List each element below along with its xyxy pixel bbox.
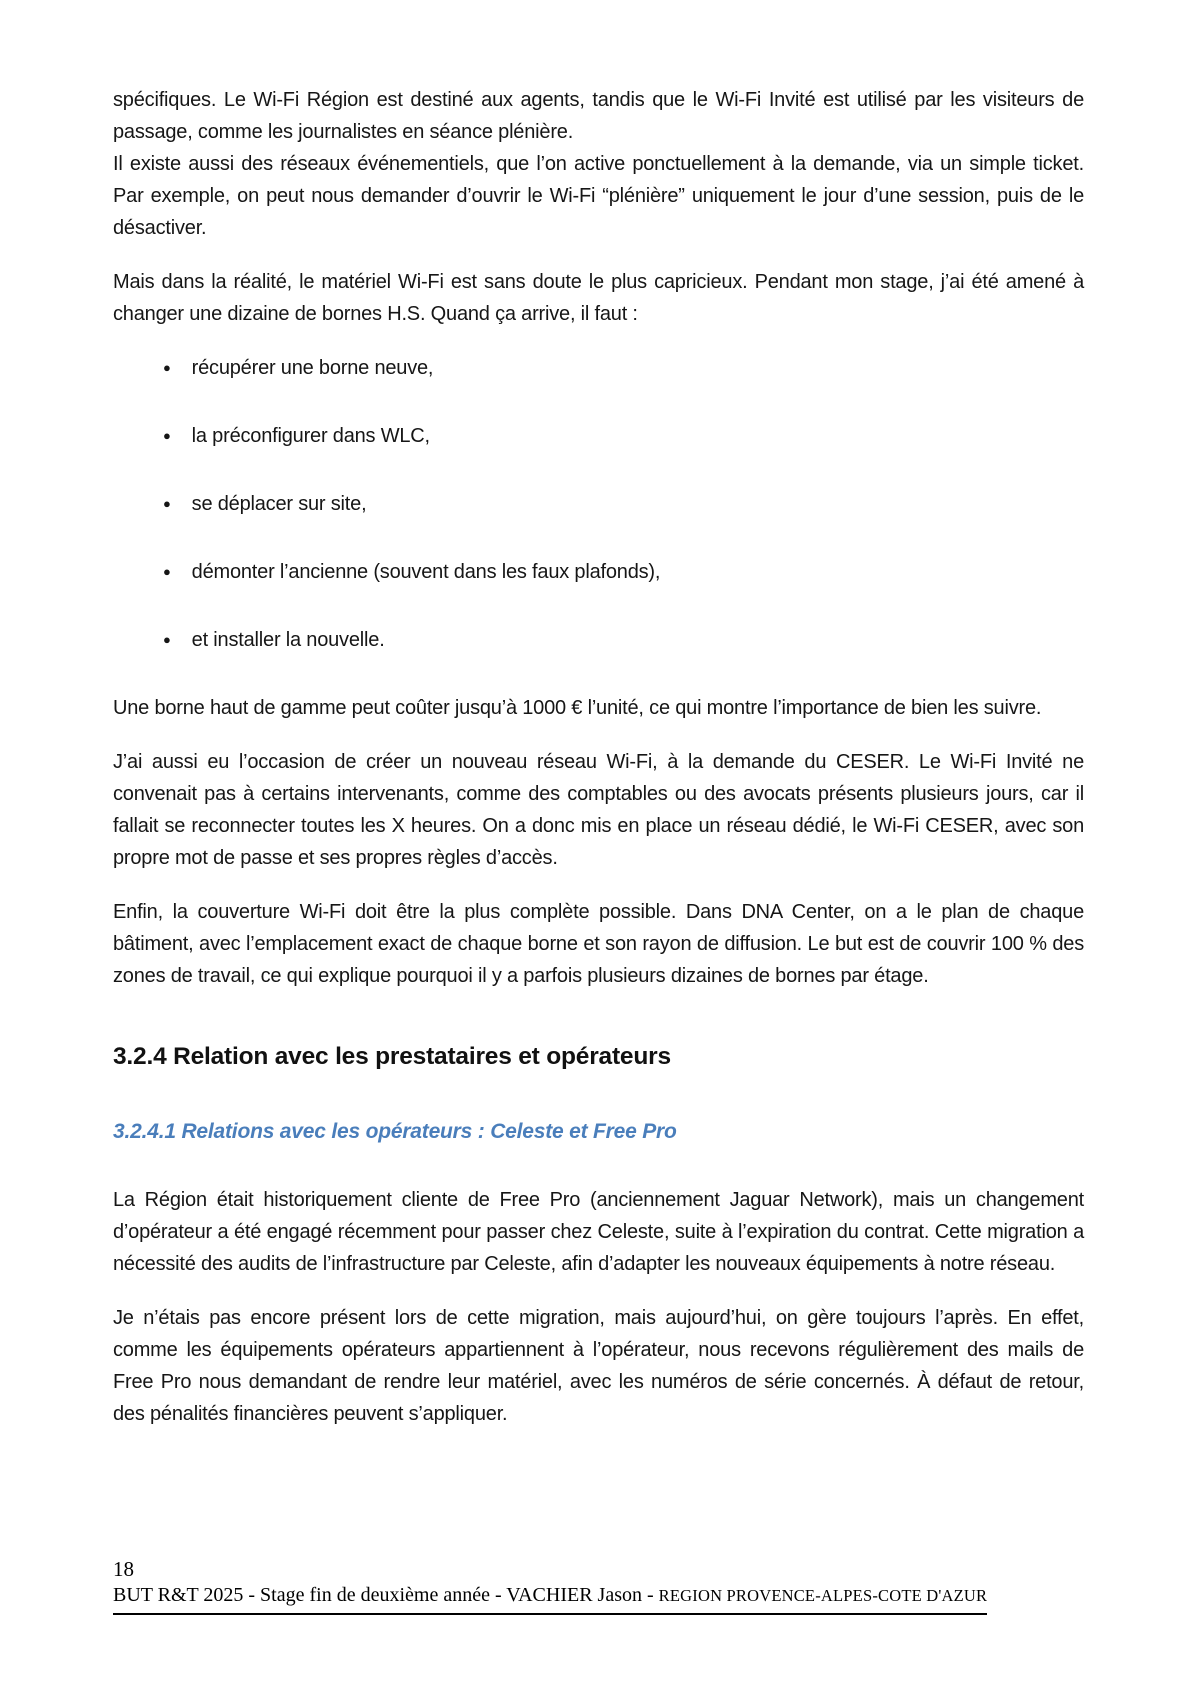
list-item — [113, 624, 1084, 656]
paragraph-couverture: Enfin, la couverture Wi-Fi doit être la plus complète possible. Dans DNA Center, on a le plan de chaque bâtiment, avec l’emplacement exact de chaque borne et son rayon de diffusion. Le but est de couvrir 100 % des zones de travail, ce qui explique pourquoi il y a parfois plusieurs dizaines de bornes par étage. — [113, 901, 1084, 987]
paragraph-ceser: J’ai aussi eu l’occasion de créer un nouveau réseau Wi-Fi, à la demande du CESER. Le Wi-Fi Invité ne convenait pas à certains intervenants, comme des comptables ou des avocats présents plusieurs jours, car il fallait se reconnecter toutes les X heures. On a donc mis en place un réseau dédié, le Wi-Fi CESER, avec son propre mot de passe et ses propres règles d’accès. — [113, 751, 1084, 869]
bullet-marker-icon: ● — [163, 496, 171, 511]
list-item — [113, 488, 1084, 520]
list-item-text: démonter l’ancienne (souvent dans les faux plafonds), — [191, 561, 661, 583]
subsection-heading: 3.2.4.1 Relations avec les opérateurs : Celeste et Free Pro — [113, 1120, 677, 1143]
paragraph-intro-2: Il existe aussi des réseaux événementiels, que l’on active ponctuellement à la demande, via un simple ticket. Par exemple, on peut nous demander d’ouvrir le Wi-Fi “plénière” uniquement le jour d’une session, puis de le désactiver. — [113, 153, 1084, 239]
list-item-text: se déplacer sur site, — [191, 493, 367, 515]
footer-main-text: BUT R&T 2025 - Stage fin de deuxième année - VACHIER Jason - — [113, 1584, 659, 1606]
bullet-marker-icon: ● — [163, 360, 171, 375]
bullet-marker-icon: ● — [163, 632, 171, 647]
list-item-text: la préconfigurer dans WLC, — [191, 425, 430, 447]
section-heading: 3.2.4 Relation avec les prestataires et opérateurs — [113, 1043, 671, 1070]
footer-organization: REGION PROVENCE-ALPES-COTE D'AZUR — [658, 1586, 988, 1605]
list-item-text: et installer la nouvelle. — [191, 629, 385, 651]
bullet-list — [113, 352, 1084, 656]
page-number: 18 — [113, 1557, 134, 1581]
page-footer — [113, 1556, 1084, 1615]
footer-text — [113, 1582, 987, 1615]
list-item — [113, 420, 1084, 452]
bullet-marker-icon: ● — [163, 428, 171, 443]
list-item — [113, 556, 1084, 588]
paragraph-cout: Une borne haut de gamme peut coûter jusqu’à 1000 € l’unité, ce qui montre l’importance de bien les suivre. — [113, 697, 1042, 719]
paragraph-materiel: Mais dans la réalité, le matériel Wi-Fi est sans doute le plus capricieux. Pendant mon stage, j’ai été amené à changer une dizaine de bornes H.S. Quand ça arrive, il faut : — [113, 271, 1084, 325]
list-item-text: récupérer une borne neuve, — [191, 357, 434, 379]
paragraph-intro-1: spécifiques. Le Wi-Fi Région est destiné aux agents, tandis que le Wi-Fi Invité est utilisé par les visiteurs de passage, comme les journalistes en séance plénière. — [113, 89, 1084, 143]
list-item — [113, 352, 1084, 384]
bullet-marker-icon: ● — [163, 564, 171, 579]
paragraph-operateurs-2: Je n’étais pas encore présent lors de cette migration, mais aujourd’hui, on gère toujours l’après. En effet, comme les équipements opérateurs appartiennent à l’opérateur, nous recevons régulièrement des mails de Free Pro nous demandant de rendre leur matériel, avec les numéros de série concernés. À défaut de retour, des pénalités financières peuvent s’appliquer. — [113, 1307, 1084, 1425]
paragraph-operateurs-1: La Région était historiquement cliente de Free Pro (anciennement Jaguar Network), mais un changement d’opérateur a été engagé récemment pour passer chez Celeste, suite à l’expiration du contrat. Cette migration a nécessité des audits de l’infrastructure par Celeste, afin d’adapter les nouveaux équipements à notre réseau. — [113, 1189, 1084, 1275]
